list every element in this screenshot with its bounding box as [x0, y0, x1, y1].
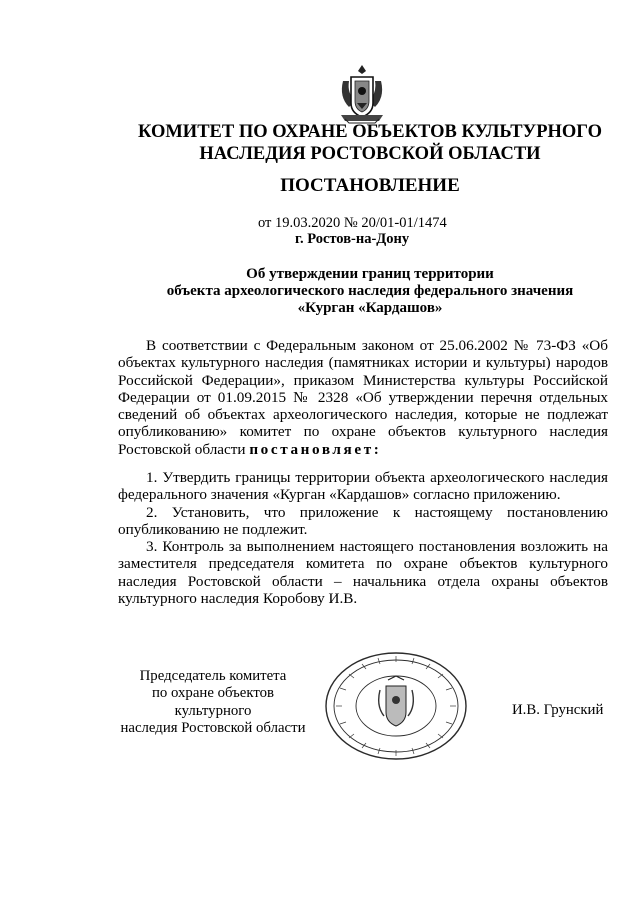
subject-line3: «Курган «Кардашов»: [297, 300, 443, 316]
signer-name: И.В. Грунский: [512, 702, 604, 718]
preamble-text: В соответствии с Федеральным законом от 25.06.2002 № 73-ФЗ «Об объектах культурного наследия (памятниках истории и культуры) народов Российской Федерации», приказом Министерства культуры Российской Федерации от 01.09.2015 № 2328 «Об утверждении перечня отдельных сведений об объектах археологического наследия, которые не подлежат опубликованию» комитет по охране объектов культурного наследия Ростовской области: [118, 337, 608, 458]
signer-title-line3: наследия Ростовской области: [120, 720, 306, 737]
signer-title-line1: Председатель комитета: [139, 668, 287, 684]
decree-word: постановляет:: [249, 440, 382, 458]
coat-of-arms-icon: [335, 63, 389, 125]
subject-line2: объекта археологического наследия федерального значения: [166, 283, 574, 299]
signer-title: [118, 668, 308, 738]
official-seal-icon: [322, 650, 470, 762]
document-type-title: ПОСТАНОВЛЕНИЕ: [280, 175, 460, 196]
decree-item-2: 2. Установить, что приложение к настоящему постановлению опубликованию не подлежит.: [118, 503, 608, 538]
subject-line1: Об утверждении границ территории: [246, 266, 494, 282]
document-city: г. Ростов-на-Дону: [295, 231, 410, 247]
organization-name-line1: КОМИТЕТ ПО ОХРАНЕ ОБЪЕКТОВ КУЛЬТУРНОГО: [138, 122, 602, 142]
decree-item-3: 3. Контроль за выполнением настоящего постановления возложить на заместителя председателя комитета по охране объектов культурного наследия Ростовской области – начальника отдела охраны объектов культурного наследия Коробову И.В.: [118, 538, 608, 608]
signer-title-line2: по охране объектов культурного: [151, 685, 275, 719]
decree-item-1: 1. Утвердить границы территории объекта археологического наследия федерального значения «Курган «Кардашов» согласно приложению.: [118, 469, 608, 504]
organization-name-line2: НАСЛЕДИЯ РОСТОВСКОЙ ОБЛАСТИ: [199, 144, 541, 164]
preamble-paragraph: [118, 337, 608, 458]
decree-items: [118, 469, 608, 607]
document-date-number: от 19.03.2020 № 20/01-01/1474: [258, 215, 447, 231]
